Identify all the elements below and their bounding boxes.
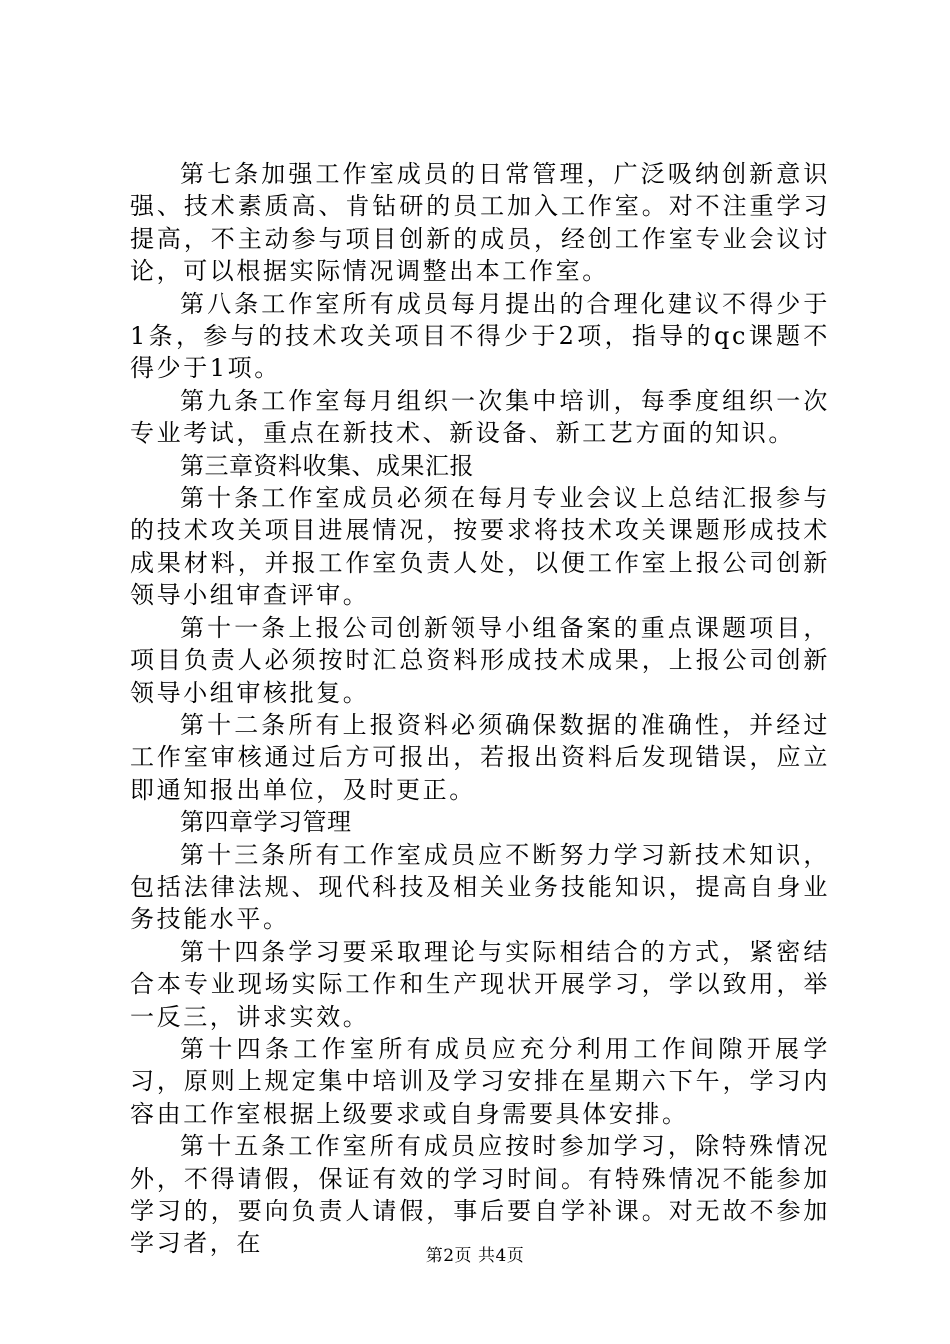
article-13-paragraph: 第十三条所有工作室成员应不断努力学习新技术知识，包括法律法规、现代科技及相关业务技能知识，提高自身业务技能水平。 [130,840,830,934]
article-7-paragraph: 第七条加强工作室成员的日常管理，广泛吸纳创新意识强、技术素质高、肯钻研的员工加入工作室。对不注重学习提高，不主动参与项目创新的成员，经创工作室专业会议讨论，可以根据实际情况调整出本工作室。 [130,160,830,286]
article-9-paragraph: 第九条工作室每月组织一次集中培训，每季度组织一次专业考试，重点在新技术、新设备、新工艺方面的知识。 [130,386,830,448]
article-8-paragraph: 第八条工作室所有成员每月提出的合理化建议不得少于1条，参与的技术攻关项目不得少于2项，指导的qc课题不得少于1项。 [130,289,830,383]
article-12-paragraph: 第十二条所有上报资料必须确保数据的准确性，并经过工作室审核通过后方可报出，若报出资料后发现错误，应立即通知报出单位，及时更正。 [130,710,830,804]
article-15-paragraph: 第十五条工作室所有成员应按时参加学习，除特殊情况外，不得请假，保证有效的学习时间。有特殊情况不能参加学习的，要向负责人请假，事后要自学补课。对无故不参加学习者，在 [130,1132,830,1258]
page-footer: 第2页 共4页 [425,1246,525,1266]
chapter-3-heading: 第三章资料收集、成果汇报 [180,451,474,480]
article-14-paragraph: 第十四条学习要采取理论与实际相结合的方式，紧密结合本专业现场实际工作和生产现状开展学习，学以致用，举一反三，讲求实效。 [130,937,830,1031]
article-10-paragraph: 第十条工作室成员必须在每月专业会议上总结汇报参与的技术攻关项目进展情况，按要求将技术攻关课题形成技术成果材料，并报工作室负责人处，以便工作室上报公司创新领导小组审查评审。 [130,484,830,610]
chapter-4-heading: 第四章学习管理 [180,808,352,837]
article-11-paragraph: 第十一条上报公司创新领导小组备案的重点课题项目，项目负责人必须按时汇总资料形成技术成果，上报公司创新领导小组审核批复。 [130,613,830,707]
document-body [130,158,830,1260]
article-14b-paragraph: 第十四条工作室所有成员应充分利用工作间隙开展学习，原则上规定集中培训及学习安排在星期六下午，学习内容由工作室根据上级要求或自身需要具体安排。 [130,1034,830,1128]
